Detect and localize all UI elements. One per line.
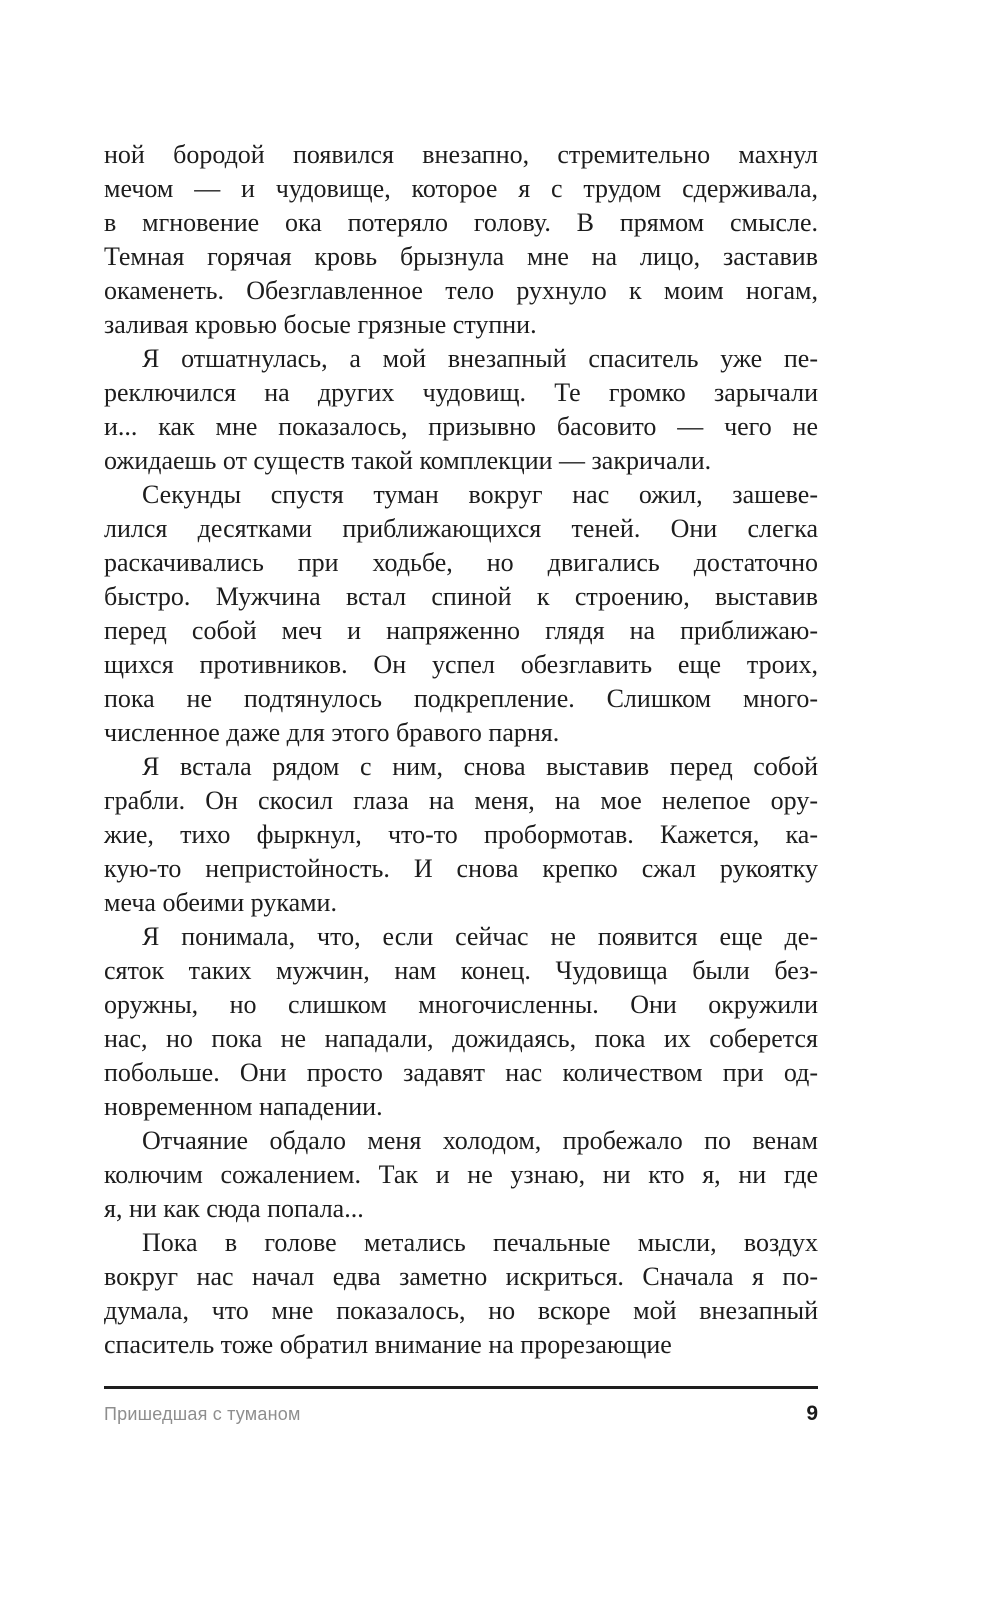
footer-row <box>104 1389 818 1426</box>
text-line: Я понимала, что, если сейчас не появится еще де- <box>142 922 818 951</box>
text-line: лился десятками приближающихся теней. Они слегка <box>104 514 818 543</box>
text-line: ожидаешь от существ такой комплекции — закричали. <box>104 446 712 475</box>
text-line: побольше. Они просто задавят нас количеством при од- <box>104 1058 818 1087</box>
text-line: численное даже для этого бравого парня. <box>104 718 560 747</box>
text-line: грабли. Он скосил глаза на меня, на мое нелепое ору- <box>104 786 818 815</box>
text-line: мечом — и чудовище, которое я с трудом сдерживала, <box>104 174 818 203</box>
text-line: пока не подтянулось подкрепление. Слишком много- <box>104 684 818 713</box>
running-title: Пришедшая с туманом <box>104 1404 301 1424</box>
text-line: новременном нападении. <box>104 1092 383 1121</box>
text-line: меча обеими руками. <box>104 888 337 917</box>
text-line: заливая кровью босые грязные ступни. <box>104 310 537 339</box>
text-line: ной бородой появился внезапно, стремительно махнул <box>104 140 818 169</box>
text-line: перед собой меч и напряженно глядя на приближаю- <box>104 616 818 645</box>
text-line: реключился на других чудовищ. Те громко зарычали <box>104 378 818 407</box>
page-number: 9 <box>806 1402 818 1425</box>
text-line: сяток таких мужчин, нам конец. Чудовища были без- <box>104 956 818 985</box>
text-line: окаменеть. Обезглавленное тело рухнуло к моим ногам, <box>104 276 818 305</box>
text-line: Отчаяние обдало меня холодом, пробежало по венам <box>142 1126 818 1155</box>
text-line: Я встала рядом с ним, снова выставив перед собой <box>142 752 818 781</box>
text-line: нас, но пока не нападали, дожидаясь, пока их соберется <box>104 1024 818 1053</box>
text-line: раскачивались при ходьбе, но двигались достаточно <box>104 548 818 577</box>
text-line: Пока в голове метались печальные мысли, воздух <box>142 1228 818 1257</box>
page-text <box>104 138 818 1362</box>
page-footer <box>104 1386 818 1426</box>
text-line: спаситель тоже обратил внимание на прорезающие <box>104 1330 672 1359</box>
text-line: я, ни как сюда попала... <box>104 1194 364 1223</box>
text-line: быстро. Мужчина встал спиной к строению, выставив <box>104 582 818 611</box>
text-line: Секунды спустя туман вокруг нас ожил, зашеве- <box>142 480 818 509</box>
text-line: думала, что мне показалось, но вскоре мой внезапный <box>104 1296 818 1325</box>
text-line: Темная горячая кровь брызнула мне на лицо, заставив <box>104 242 818 271</box>
text-line: кую-то непристойность. И снова крепко сжал рукоятку <box>104 854 818 883</box>
text-line: оружны, но слишком многочисленны. Они окружили <box>104 990 818 1019</box>
text-line: щихся противников. Он успел обезглавить еще троих, <box>104 650 818 679</box>
text-line: жие, тихо фыркнул, что-то пробормотав. Кажется, ка- <box>104 820 818 849</box>
text-line: и... как мне показалось, призывно басовито — чего не <box>104 412 818 441</box>
text-line: в мгновение ока потеряло голову. В прямом смысле. <box>104 208 818 237</box>
text-line: колючим сожалением. Так и не узнаю, ни кто я, ни где <box>104 1160 818 1189</box>
text-line: Я отшатнулась, а мой внезапный спаситель уже пе- <box>142 344 818 373</box>
text-line: вокруг нас начал едва заметно искриться. Сначала я по- <box>104 1262 818 1291</box>
